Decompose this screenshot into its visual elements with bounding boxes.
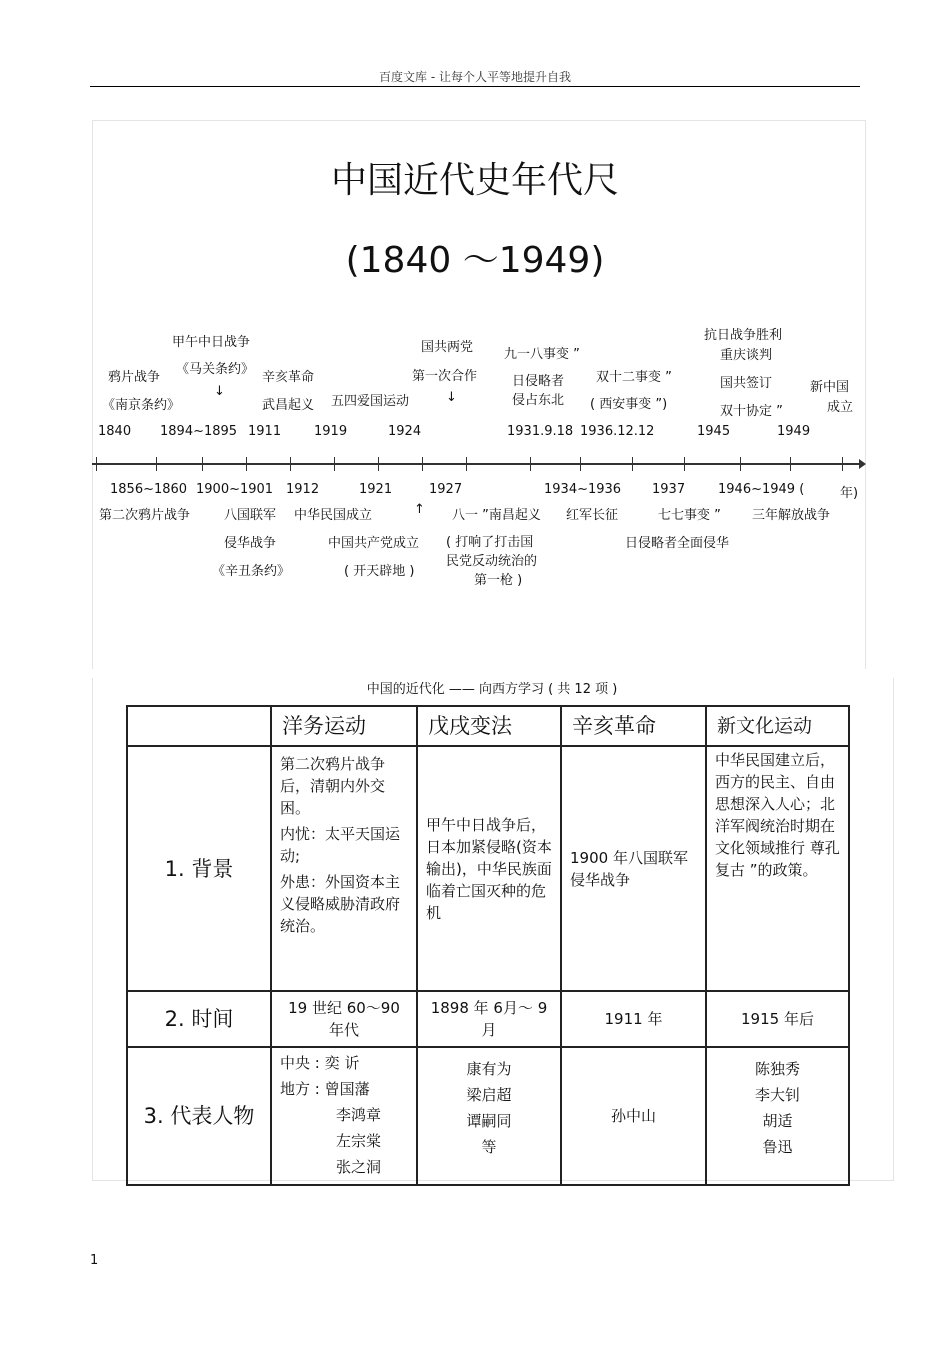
row-label: 1. 背景 [127, 746, 271, 991]
event-shimonoseki-treaty: 《马关条约》 [176, 362, 255, 377]
axis-tick [246, 457, 247, 471]
axis-tick [290, 457, 291, 471]
cell-line: 左宗棠 [336, 1132, 382, 1150]
axis-tick [466, 457, 467, 471]
cell-line: 张之洞 [336, 1158, 382, 1176]
table-cell: 1911 年 [561, 991, 706, 1047]
year-label: 1911 [248, 424, 282, 439]
year-label: 1937 [652, 482, 686, 497]
cell-line: 梁启超 [466, 1086, 512, 1104]
cell-line: 李大钊 [754, 1086, 800, 1104]
arrow-down-icon: ↓ [214, 384, 225, 399]
year-label: 1946~1949 ( [718, 482, 805, 497]
event-new-china: 新中国 [810, 380, 850, 395]
year-label: 1894~1895 [160, 424, 238, 439]
event-xian-incident: ( 西安事变 ”) [590, 397, 668, 412]
event-mukden-incident: 九一八事变 ” [504, 347, 580, 362]
table-header-cell: 戊戌变法 [417, 706, 561, 746]
event-first-shot-b: 民党反动统治的 [446, 554, 538, 569]
axis-tick [740, 457, 741, 471]
page-number: 1 [90, 1253, 99, 1268]
row-label: 3. 代表人物 [127, 1047, 271, 1185]
event-second-opium-war: 第二次鸦片战争 [99, 508, 191, 523]
axis-tick [580, 457, 581, 471]
axis-tick [842, 457, 843, 471]
event-eight-nation: 八国联军 [224, 508, 277, 523]
year-label: 1949 [777, 424, 811, 439]
cell-line: 谭嗣同 [466, 1112, 512, 1130]
cell-line: 地方 : 曾国藩 [280, 1080, 370, 1098]
table-cell: 19 世纪 60～90 年代 [271, 991, 417, 1047]
table-cell: 中华民国建立后，西方的民主、自由思想深入人心；北洋军阀统治时期在文化领域推行 尊孔复古 ”的政策。 [706, 746, 849, 991]
event-epoch-making: ( 开天辟地 ) [344, 564, 415, 579]
timeline-range: (1840 ～1949) [345, 240, 605, 281]
year-label: 1912 [286, 482, 320, 497]
cell-line: 鲁迅 [762, 1138, 793, 1156]
page-header: 百度文库 - 让每个人平等地提升自我 [379, 70, 571, 84]
event-full-invasion: 日侵略者全面侵华 [625, 536, 730, 551]
event-first-shot-a: ( 打响了打击国 [446, 535, 534, 550]
arrow-up-icon: ↑ [414, 502, 425, 517]
year-label: 1919 [314, 424, 348, 439]
arrow-down-icon: ↓ [446, 390, 457, 405]
event-invasion-war: 侵华战争 [224, 536, 277, 551]
row-label: 2. 时间 [127, 991, 271, 1047]
table-header-cell [127, 706, 271, 746]
axis-tick [378, 457, 379, 471]
header-rule [90, 86, 860, 87]
axis-tick [422, 457, 423, 471]
axis-tick [530, 457, 531, 471]
timeline-axis [92, 463, 860, 465]
year-label: 1936.12.12 [580, 424, 655, 439]
event-double-tenth: 双十协定 ” [720, 404, 783, 419]
table-cell [417, 1047, 561, 1185]
cell-line: 陈独秀 [754, 1060, 800, 1078]
cell-line: 康有为 [466, 1060, 512, 1078]
table-cell [271, 746, 417, 991]
table-cell: 甲午中日战争后，日本加紧侵略(资本输出)，中华民族面临着亡国灭种的危机 [417, 746, 561, 991]
table-row [127, 746, 849, 991]
table-header-cell: 新文化运动 [706, 706, 849, 746]
event-opium-war: 鸦片战争 [108, 370, 161, 385]
event-first-united-front: 第一次合作 [412, 369, 478, 384]
table-cell: 1900 年八国联军侵华战争 [561, 746, 706, 991]
event-marco-polo: 七七事变 ” [658, 508, 721, 523]
table-cell [271, 1047, 417, 1185]
table-cell [706, 1047, 849, 1185]
event-nanchang-uprising: 八一 ”南昌起义 [452, 508, 541, 523]
table-cell: 1915 年后 [706, 991, 849, 1047]
axis-tick [156, 457, 157, 471]
event-roc-founded: 中华民国成立 [294, 508, 373, 523]
cell-line: 胡适 [762, 1112, 793, 1130]
table-cell: 孙中山 [561, 1047, 706, 1185]
axis-tick [202, 457, 203, 471]
event-xinhai-revolution: 辛亥革命 [262, 370, 315, 385]
comparison-table [126, 705, 850, 1186]
axis-tick [790, 457, 791, 471]
event-boxer-protocol: 《辛丑条约》 [212, 564, 291, 579]
year-label: 1934~1936 [544, 482, 622, 497]
event-chongqing-talks: 重庆谈判 [720, 348, 773, 363]
year-label: 1924 [388, 424, 422, 439]
table-cell: 1898 年 6月～ 9月 [417, 991, 561, 1047]
table-header-cell: 洋务运动 [271, 706, 417, 746]
timeline-title: 中国近代史年代尺 [330, 160, 619, 201]
section-title: 中国的近代化 —— 向西方学习 ( 共 12 项 ) [366, 682, 618, 697]
event-war-victory: 抗日战争胜利 [704, 328, 783, 343]
cell-paragraph: 外患：外国资本主义侵略威胁清政府统治。 [280, 873, 401, 935]
table-header-cell: 辛亥革命 [561, 706, 706, 746]
cell-line: 中央 : 奕 䜣 [280, 1054, 360, 1072]
year-label: 1921 [359, 482, 393, 497]
table-row [127, 1047, 849, 1185]
event-double-twelve: 双十二事变 ” [596, 370, 672, 385]
cell-line: 等 [481, 1138, 497, 1156]
cell-paragraph: 内忧：太平天国运动; [280, 825, 401, 865]
axis-arrow-icon [859, 459, 866, 469]
event-occupy-northeast: 侵占东北 [512, 393, 565, 408]
table-header-row [127, 706, 849, 746]
event-kmt-cpc-sign: 国共签订 [720, 376, 773, 391]
event-may-fourth: 五四爱国运动 [331, 394, 410, 409]
year-label: 1840 [98, 424, 132, 439]
year-label: 年) [840, 486, 859, 501]
axis-tick [334, 457, 335, 471]
event-liberation-war: 三年解放战争 [752, 508, 831, 523]
table-row [127, 991, 849, 1047]
event-kmt-cpc: 国共两党 [421, 340, 474, 355]
year-label: 1856~1860 [110, 482, 188, 497]
axis-tick [632, 457, 633, 471]
axis-tick [96, 457, 97, 471]
year-label: 1900~1901 [196, 482, 274, 497]
event-first-shot-c: 第一枪 ) [474, 573, 523, 588]
event-cpc-founded: 中国共产党成立 [328, 536, 420, 551]
event-founded: 成立 [827, 400, 854, 415]
cell-line: 李鸿章 [336, 1106, 382, 1124]
year-label: 1931.9.18 [507, 424, 574, 439]
event-nanjing-treaty: 《南京条约》 [102, 398, 181, 413]
cell-paragraph: 第二次鸦片战争后，清朝内外交困。 [280, 755, 386, 817]
event-japanese-aggressors: 日侵略者 [512, 374, 565, 389]
axis-tick [684, 457, 685, 471]
year-label: 1927 [429, 482, 463, 497]
year-label: 1945 [697, 424, 731, 439]
event-sino-japanese-war: 甲午中日战争 [172, 335, 251, 350]
event-long-march: 红军长征 [566, 508, 619, 523]
event-wuchang-uprising: 武昌起义 [262, 398, 315, 413]
